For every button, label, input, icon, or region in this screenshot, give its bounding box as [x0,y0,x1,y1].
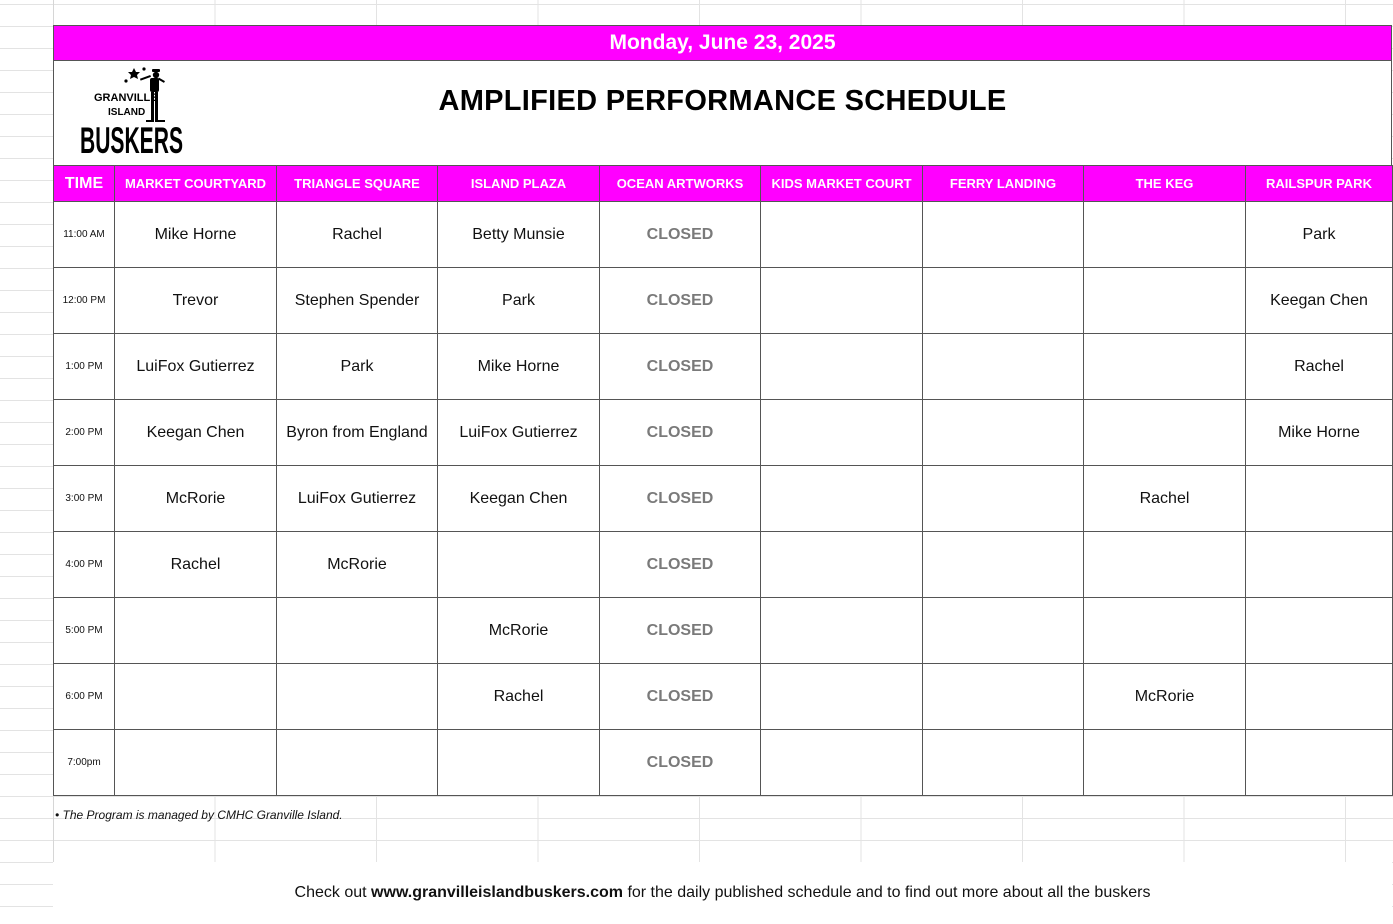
performer-cell[interactable] [761,202,923,268]
closed-cell[interactable]: CLOSED [600,202,761,268]
performer-cell[interactable] [277,664,438,730]
footer-prefix: Check out [294,884,367,901]
footer [53,862,1392,924]
performer-cell[interactable]: McRorie [1084,664,1246,730]
performer-cell[interactable]: Park [277,334,438,400]
performer-cell[interactable] [761,334,923,400]
table-row [54,268,1393,334]
performer-cell[interactable]: LuiFox Gutierrez [438,400,600,466]
closed-cell[interactable]: CLOSED [600,466,761,532]
performer-cell[interactable]: Rachel [1084,466,1246,532]
performer-cell[interactable] [1084,268,1246,334]
svg-text:ISLAND: ISLAND [108,107,146,118]
svg-text:BUSKERS: BUSKERS [80,120,183,161]
performer-cell[interactable] [1084,334,1246,400]
column-header[interactable]: RAILSPUR PARK [1246,166,1393,202]
performer-cell[interactable] [1246,466,1393,532]
performer-cell[interactable] [923,202,1084,268]
performer-cell[interactable]: Trevor [115,268,277,334]
column-header[interactable]: ISLAND PLAZA [438,166,600,202]
closed-cell[interactable]: CLOSED [600,664,761,730]
performer-cell[interactable]: LuiFox Gutierrez [277,466,438,532]
performer-cell[interactable]: Rachel [115,532,277,598]
performer-cell[interactable] [1084,730,1246,796]
table-row [54,532,1393,598]
performer-cell[interactable] [438,730,600,796]
row-header-column [0,0,54,924]
time-cell[interactable]: 6:00 PM [54,664,115,730]
performer-cell[interactable]: Mike Horne [115,202,277,268]
performer-cell[interactable]: McRorie [438,598,600,664]
performer-cell[interactable] [115,730,277,796]
performer-cell[interactable] [923,334,1084,400]
performer-cell[interactable] [277,598,438,664]
table-row [54,664,1393,730]
time-cell[interactable]: 12:00 PM [54,268,115,334]
performer-cell[interactable]: Keegan Chen [115,400,277,466]
closed-cell[interactable]: CLOSED [600,400,761,466]
performer-cell[interactable] [761,532,923,598]
time-cell[interactable]: 7:00pm [54,730,115,796]
performer-cell[interactable] [1246,664,1393,730]
footer-suffix: for the daily published schedule and to find out more about all the buskers [627,884,1151,901]
performer-cell[interactable] [761,400,923,466]
schedule-table [53,165,1393,796]
performer-cell[interactable] [438,532,600,598]
time-cell[interactable]: 5:00 PM [54,598,115,664]
performer-cell[interactable]: Stephen Spender [277,268,438,334]
closed-cell[interactable]: CLOSED [600,334,761,400]
table-row [54,466,1393,532]
performer-cell[interactable] [923,466,1084,532]
time-cell[interactable]: 11:00 AM [54,202,115,268]
performer-cell[interactable] [277,730,438,796]
performer-cell[interactable] [1084,532,1246,598]
closed-cell[interactable]: CLOSED [600,598,761,664]
page-title: AMPLIFIED PERFORMANCE SCHEDULE [438,85,1007,117]
performer-cell[interactable] [761,664,923,730]
performer-cell[interactable]: Mike Horne [438,334,600,400]
schedule-header [53,61,1392,165]
website-link[interactable]: www.granvilleislandbuskers.com [371,884,623,901]
time-cell[interactable]: 2:00 PM [54,400,115,466]
performer-cell[interactable] [1084,202,1246,268]
performer-cell[interactable] [1246,598,1393,664]
performer-cell[interactable]: LuiFox Gutierrez [115,334,277,400]
performer-cell[interactable]: Mike Horne [1246,400,1393,466]
performer-cell[interactable] [923,664,1084,730]
performer-cell[interactable] [761,268,923,334]
performer-cell[interactable]: Keegan Chen [1246,268,1393,334]
date-text: Monday, June 23, 2025 [609,31,836,54]
performer-cell[interactable] [761,466,923,532]
performer-cell[interactable] [923,532,1084,598]
table-header-row [54,166,1393,202]
performer-cell[interactable] [1084,598,1246,664]
column-header[interactable]: KIDS MARKET COURT [761,166,923,202]
closed-cell[interactable]: CLOSED [600,730,761,796]
performer-cell[interactable] [923,268,1084,334]
table-row [54,202,1393,268]
time-cell[interactable]: 1:00 PM [54,334,115,400]
time-cell[interactable]: 4:00 PM [54,532,115,598]
star-icon [128,68,140,79]
column-header[interactable]: TRIANGLE SQUARE [277,166,438,202]
performer-cell[interactable] [923,400,1084,466]
column-header-time[interactable]: TIME [54,166,115,202]
performer-cell[interactable] [761,598,923,664]
svg-text:GRANVILLE: GRANVILLE [94,92,158,104]
column-header[interactable]: FERRY LANDING [923,166,1084,202]
table-row [54,400,1393,466]
closed-cell[interactable]: CLOSED [600,268,761,334]
performer-cell[interactable]: Park [1246,202,1393,268]
column-header[interactable]: OCEAN ARTWORKS [600,166,761,202]
performer-cell[interactable]: Park [438,268,600,334]
performer-cell[interactable] [761,730,923,796]
performer-cell[interactable]: Rachel [277,202,438,268]
date-banner [53,25,1392,61]
table-row [54,334,1393,400]
performer-cell[interactable]: Byron from England [277,400,438,466]
performer-cell[interactable]: Rachel [1246,334,1393,400]
performer-cell[interactable] [923,730,1084,796]
time-cell[interactable]: 3:00 PM [54,466,115,532]
program-note: • The Program is managed by CMHC Granville Island. [55,808,343,822]
performer-cell[interactable]: McRorie [115,466,277,532]
table-row [54,730,1393,796]
column-header[interactable]: THE KEG [1084,166,1246,202]
performer-cell[interactable] [1246,730,1393,796]
performer-cell[interactable] [1246,532,1393,598]
performer-cell[interactable] [923,598,1084,664]
table-row [54,598,1393,664]
performer-cell[interactable] [115,598,277,664]
performer-cell[interactable] [1084,400,1246,466]
performer-cell[interactable]: Keegan Chen [438,466,600,532]
performer-cell[interactable] [115,664,277,730]
performer-cell[interactable]: Rachel [438,664,600,730]
column-header[interactable]: MARKET COURTYARD [115,166,277,202]
closed-cell[interactable]: CLOSED [600,532,761,598]
performer-cell[interactable]: McRorie [277,532,438,598]
performer-cell[interactable]: Betty Munsie [438,202,600,268]
